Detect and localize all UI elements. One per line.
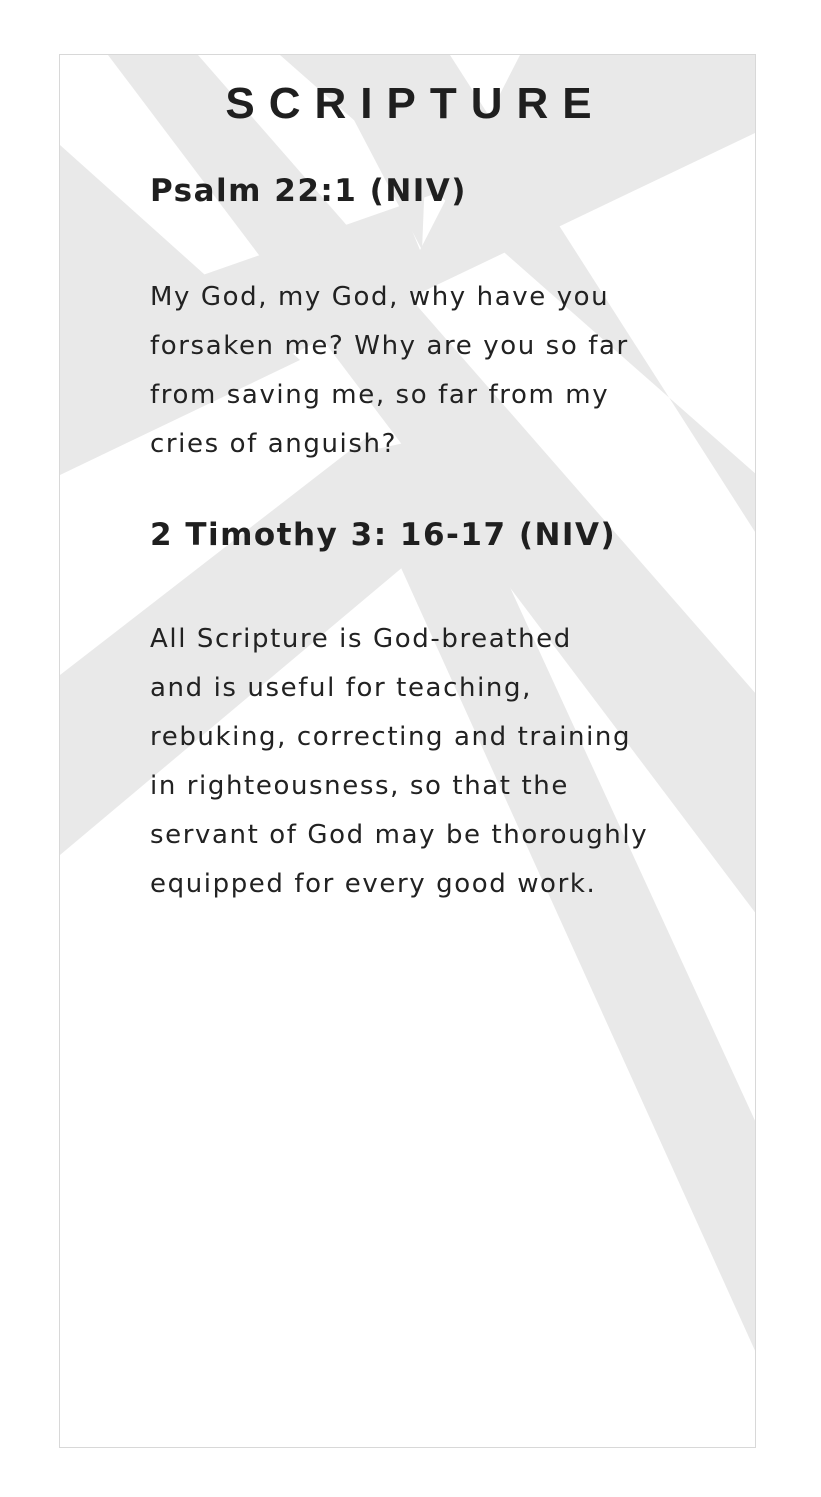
verse-line: rebuking, correcting and training bbox=[150, 722, 632, 752]
verse-line: from saving me, so far from my bbox=[150, 380, 610, 410]
verse-line: All Scripture is God-breathed bbox=[150, 624, 572, 654]
verse-line: in righteousness, so that the bbox=[150, 771, 569, 801]
verse-line: and is useful for teaching, bbox=[150, 673, 532, 703]
scripture-verse bbox=[150, 615, 710, 909]
scripture-reference: Psalm 22:1 (NIV) bbox=[150, 173, 467, 209]
card-content bbox=[60, 55, 756, 1448]
scripture-card bbox=[59, 54, 756, 1448]
page-title: SCRIPTURE bbox=[225, 79, 606, 128]
scripture-verse bbox=[150, 273, 710, 469]
verse-line: cries of anguish? bbox=[150, 429, 397, 459]
verse-line: My God, my God, why have you bbox=[150, 282, 610, 312]
verse-line: servant of God may be thoroughly bbox=[150, 820, 649, 850]
verse-line: forsaken me? Why are you so far bbox=[150, 331, 629, 361]
verse-line: equipped for every good work. bbox=[150, 869, 597, 899]
scripture-reference: 2 Timothy 3: 16-17 (NIV) bbox=[150, 517, 617, 553]
